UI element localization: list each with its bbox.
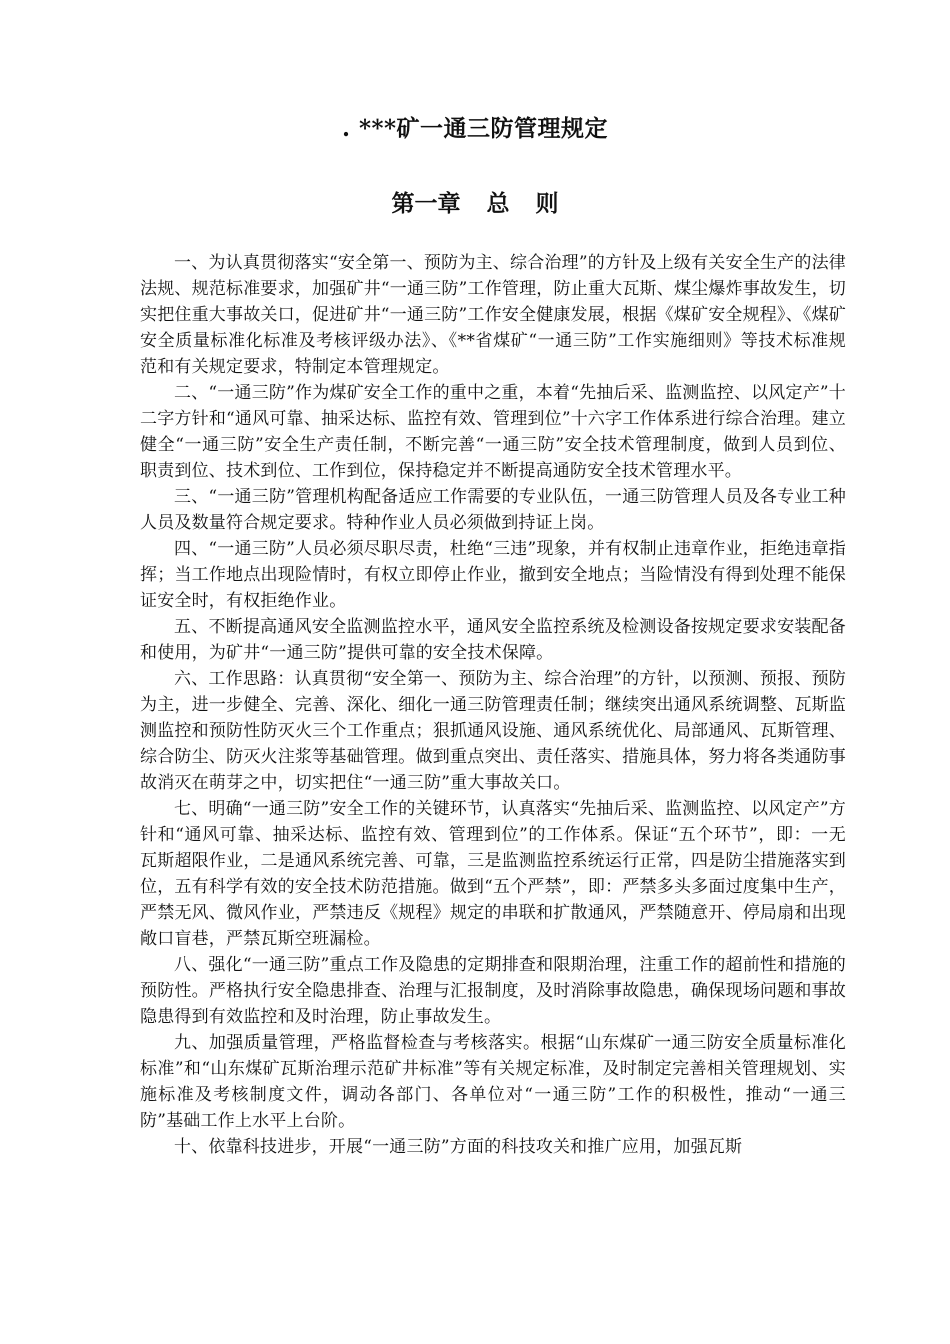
paragraph-9: 九、加强质量管理，严格监督检查与考核落实。根据“山东煤矿一通三防安全质量标准化标准”和“山东煤矿瓦斯治理示范矿井标准”等有关规定标准，及时制定完善相关管理规划、实施标准及考核制度文件，调动各部门、各单位对“一通三防”工作的积极性，推动“一通三防”基础工作上水平上台阶。 [140,1033,846,1131]
document-title: . ***矿一通三防管理规定 [341,115,609,142]
paragraph-2: 二、“一通三防”作为煤矿安全工作的重中之重，本着“先抽后采、监测监控、以风定产”十二字方针和“通风可靠、抽采达标、监控有效、管理到位”十六字工作体系进行综合治理。建立健全“一通三防”安全生产责任制，不断完善“一通三防”安全技术管理制度，做到人员到位、职责到位、技术到位、工作到位，保持稳定并不断提高通防安全技术管理水平。 [140,383,846,481]
chapter-number: 第一章 [391,190,461,217]
paragraph-8: 八、强化“一通三防”重点工作及隐患的定期排查和限期治理，注重工作的超前性和措施的预防性。严格执行安全隐患排查、治理与汇报制度，及时消除事故隐患，确保现场问题和事故隐患得到有效监控和及时治理，防止事故发生。 [140,955,846,1027]
paragraph-3: 三、“一通三防”管理机构配备适应工作需要的专业队伍，一通三防管理人员及各专业工种人员及数量符合规定要求。特种作业人员必须做到持证上岗。 [140,487,846,533]
chapter-name-part-2: 则 [535,190,559,217]
paragraph-5: 五、不断提高通风安全监测监控水平，通风安全监控系统及检测设备按规定要求安装配备和使用，为矿井“一通三防”提供可靠的安全技术保障。 [140,617,846,663]
document-body [140,250,846,1160]
chapter-heading [0,185,950,218]
paragraph-10: 十、依靠科技进步，开展“一通三防”方面的科技攻关和推广应用，加强瓦斯 [174,1137,743,1157]
paragraph-1: 一、为认真贯彻落实“安全第一、预防为主、综合治理”的方针及上级有关安全生产的法律法规、规范标准要求，加强矿井“一通三防”工作管理，防止重大瓦斯、煤尘爆炸事故发生，切实把住重大事故关口，促进矿井“一通三防”工作安全健康发展，根据《煤矿安全规程》、《煤矿安全质量标准化标准及考核评级办法》、《**省煤矿“一通三防”工作实施细则》等技术标准规范和有关规定要求，特制定本管理规定。 [140,253,846,377]
paragraph-7: 七、明确“一通三防”安全工作的关键环节，认真落实“先抽后采、监测监控、以风定产”方针和“通风可靠、抽采达标、监控有效、管理到位”的工作体系。保证“五个环节”，即：一无瓦斯超限作业，二是通风系统完善、可靠，三是监测监控系统运行正常，四是防尘措施落实到位，五有科学有效的安全技术防范措施。做到“五个严禁”，即：严禁多头多面过度集中生产，严禁无风、微风作业，严禁违反《规程》规定的串联和扩散通风，严禁随意开、停局扇和出现敞口盲巷，严禁瓦斯空班漏检。 [140,799,846,949]
chapter-name-part-1: 总 [486,190,510,217]
paragraph-6: 六、工作思路：认真贯彻“安全第一、预防为主、综合治理”的方针，以预测、预报、预防为主，进一步健全、完善、深化、细化一通三防管理责任制；继续突出通风系统调整、瓦斯监测监控和预防性防灭火三个工作重点；狠抓通风设施、通风系统优化、局部通风、瓦斯管理、综合防尘、防灭火注浆等基础管理。做到重点突出、责任落实、措施具体，努力将各类通防事故消灭在萌芽之中，切实把住“一通三防”重大事故关口。 [140,669,846,793]
paragraph-4: 四、“一通三防”人员必须尽职尽责，杜绝“三违”现象，并有权制止违章作业，拒绝违章指挥；当工作地点出现险情时，有权立即停止作业，撤到安全地点；当险情没有得到处理不能保证安全时，有权拒绝作业。 [140,539,846,611]
